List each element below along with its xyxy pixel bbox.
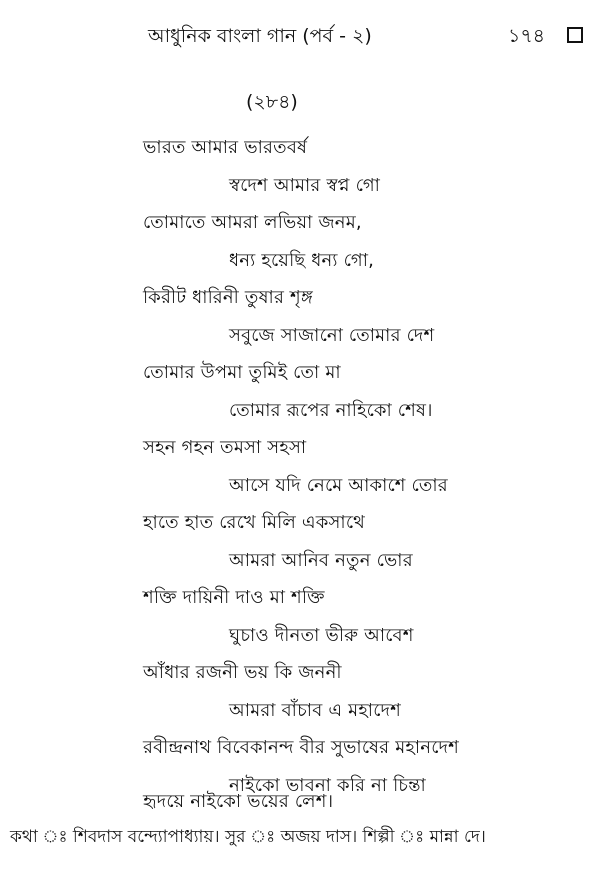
lyric-line: ভারত আমার ভারতবর্ষ [143,137,308,158]
page-header [0,22,600,54]
lyric-line: হাতে হাত রেখে মিলি একসাথে [143,512,365,533]
lyric-line: রবীন্দ্রনাথ বিবেকানন্দ বীর সুভাষের মহানদেশ [143,737,459,758]
lyric-line: শক্তি দায়িনী দাও মা শক্তি [143,587,325,608]
lyric-line: আমরা বাঁচাব এ মহাদেশ [229,700,401,721]
lyric-line: আমরা আনিব নতুন ভোর [229,550,413,571]
lyric-line: ধন্য হয়েছি ধন্য গো, [229,250,375,271]
lyric-line: কিরীট ধারিনী তুষার শৃঙ্গ [143,287,313,308]
lyric-line: তোমাতে আমরা লভিয়া জনম, [143,212,362,233]
lyric-line: স্বদেশ আমার স্বপ্ন গো [229,175,381,196]
lyric-line: নাইকো ভাবনা করি না চিন্তা [229,775,426,796]
book-title: আধুনিক বাংলা গান (পর্ব - ২) [148,25,372,47]
lyric-line: তোমার রূপের নাহিকো শেষ। [229,400,433,421]
page-number: ১৭৪ [508,25,546,47]
lyric-line: ঘুচাও দীনতা ভীরু আবেশ [229,625,414,646]
lyric-line: সবুজে সাজানো তোমার দেশ [229,325,435,346]
square-bullet-icon [567,27,583,43]
lyric-line: হৃদয়ে নাইকো ভয়ের লেশ। [143,791,334,812]
lyric-line: তোমার উপমা তুমিই তো মা [143,362,341,383]
lyric-line: আঁধার রজনী ভয় কি জননী [143,662,342,683]
song-credits: কথা ঃ শিবদাস বন্দ্যোপাধ্যায়। সুর ঃ অজয় দাস। শিল্পী ঃ মান্না দে। [10,827,486,847]
lyric-line: সহন গহন তমসা সহসা [143,437,307,458]
lyric-line: আসে যদি নেমে আকাশে তোর [229,475,448,496]
song-number: (২৮৪) [246,91,298,113]
